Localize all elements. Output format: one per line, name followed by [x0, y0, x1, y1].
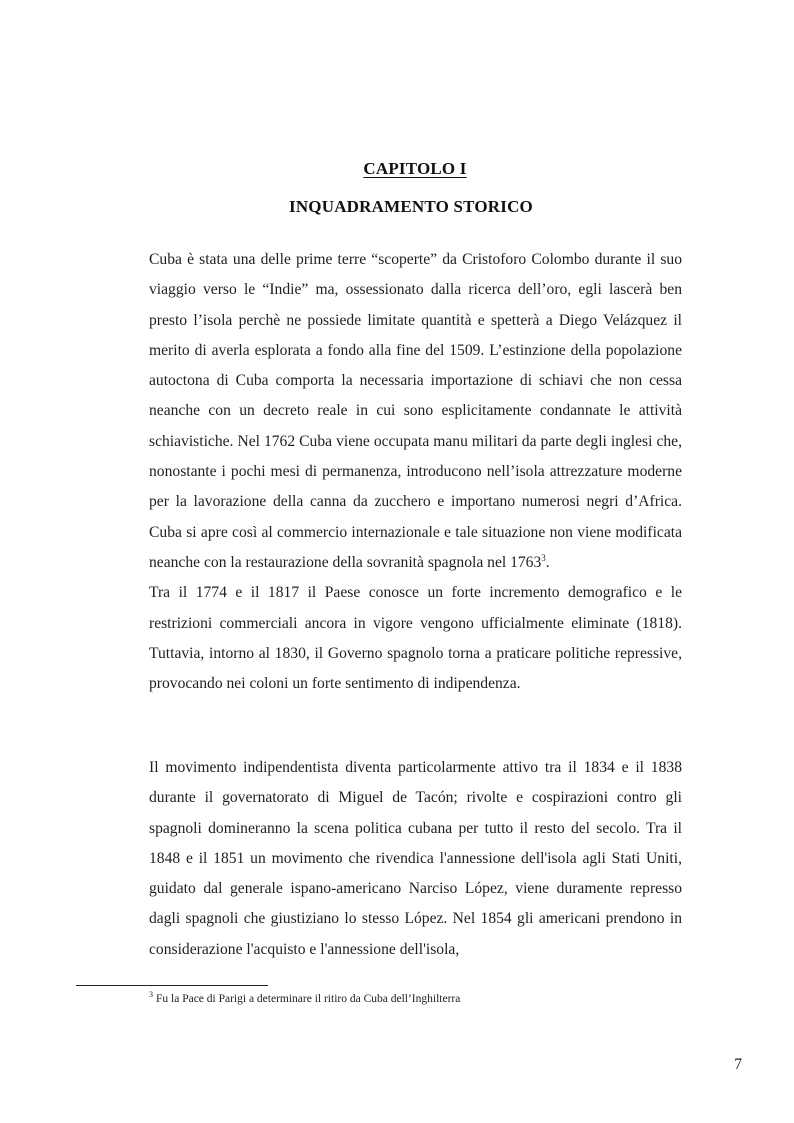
body-text-continued: [149, 753, 682, 965]
paragraph-2: Tra il 1774 e il 1817 il Paese conosce un forte incremento demografico e le restrizioni commerciali ancora in vigore vengono ufficialmente eliminate (1818). Tuttavia, intorno al 1830, il Governo spagnolo torna a praticare politiche repressive, provocando nei coloni un forte sentimento di indipendenza.: [149, 584, 682, 693]
chapter-label: CAPITOLO I: [363, 159, 467, 178]
footnote-number: 3: [149, 990, 153, 1000]
footnote-reference: 3: [541, 552, 546, 563]
body-text: [149, 245, 682, 699]
footnote-divider: [76, 985, 268, 986]
paragraph-1-end: .: [545, 553, 550, 571]
page-number: 7: [734, 1056, 742, 1073]
paragraph-1: [149, 245, 682, 578]
paragraph-1-text: Cuba è stata una delle prime terre “scoperte” da Cristoforo Colombo durante il suo viaggio verso le “Indie” ma, ossessionato dalla ricerca dell’oro, egli lascerà ben presto l’isola perchè ne possiede limitate quantità e spetterà a Diego Velázquez il merito di averla esplorata a fondo alla fine del 1509. L’estinzione della popolazione autoctona di Cuba comporta la necessaria importazione di schiavi che non cessa neanche con un decreto reale in cui sono esplicitamente condannate le attività schiavistiche. Nel 1762 Cuba viene occupata manu militari da parte degli inglesi che, nonostante i pochi mesi di permanenza, introducono nell’isola attrezzature moderne per la lavorazione della canna da zucchero e importano numerosi negri d’Africa. Cuba si apre così al commercio internazionale e tale situazione non viene modificata neanche con la restaurazione della sovranità spagnola nel 1763: [149, 251, 682, 571]
paragraph-3: Il movimento indipendentista diventa particolarmente attivo tra il 1834 e il 1838 durante il governatorato di Miguel de Tacón; rivolte e cospirazioni contro gli spagnoli domineranno la scena politica cubana per tutto il resto del secolo. Tra il 1848 e il 1851 un movimento che rivendica l'annessione dell'isola agli Stati Uniti, guidato dal generale ispano-americano Narciso López, viene duramente represso dagli spagnoli che giustiziano lo stesso López. Nel 1854 gli americani prendono in considerazione l'acquisto e l'annessione dell'isola,: [149, 759, 682, 958]
footnote: [149, 990, 689, 1005]
chapter-title: INQUADRAMENTO STORICO: [289, 197, 533, 216]
footnote-text: Fu la Pace di Parigi a determinare il ritiro da Cuba dell’Inghilterra: [156, 993, 461, 1005]
